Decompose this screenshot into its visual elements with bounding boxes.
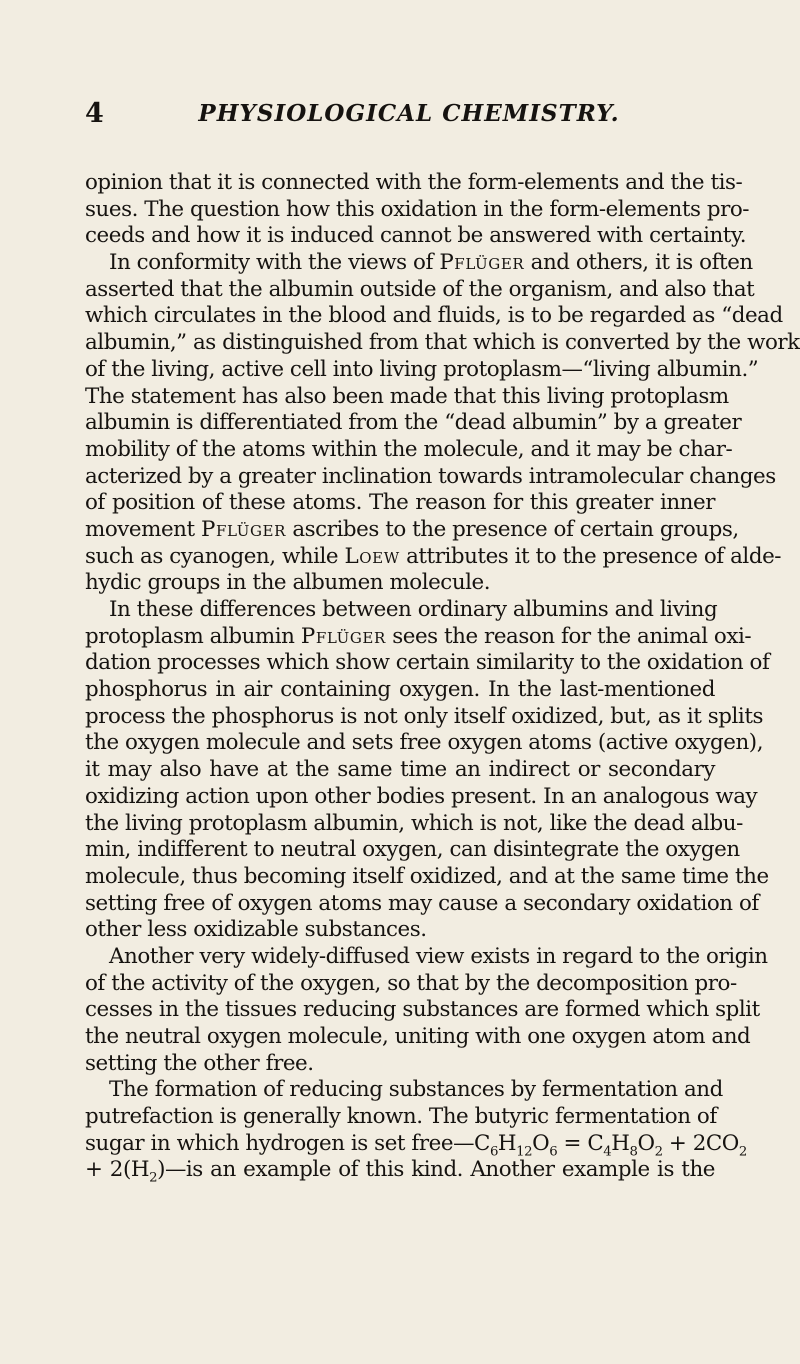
formula-line: + $2(H_2)—is$ an example of this kind. Another example is the xyxy=(85,1157,715,1186)
text-line: In conformity with the views of Pflüger and others, it is often xyxy=(109,250,753,276)
text-line: it may also have at the same time an indirect or secondary xyxy=(85,757,715,783)
text-line: mobility of the atoms within the molecule, and it may be char- xyxy=(85,436,733,462)
text-line: protoplasm albumin Pflüger sees the reason for the animal oxi- xyxy=(85,623,752,649)
text-line: molecule, thus becoming itself oxidized, and at the same time the xyxy=(85,863,769,889)
text-line: hydic groups in the albumen molecule. xyxy=(85,570,491,596)
text-line: setting the other free. xyxy=(85,1050,314,1076)
text-line: Another very widely-diffused view exists in regard to the origin xyxy=(109,943,768,969)
text-line: process the phosphorus is not only itself oxidized, but, as it splits xyxy=(85,703,763,729)
text-line: albumin is differentiated from the “dead albumin” by a greater xyxy=(85,410,742,436)
page-header xyxy=(85,96,715,132)
text-line: phosphorus in air containing oxygen. In the last-mentioned xyxy=(85,677,715,703)
text-line: ceeds and how it is induced cannot be answered with certainty. xyxy=(85,223,747,249)
author-name: Loew xyxy=(344,543,400,569)
text-line: of the living, active cell into living protoplasm—“living albumin.” xyxy=(85,356,759,382)
formula-line: sugar in which hydrogen is set $free—C_6H_{12}O_6 = C_4H_8O_2 + 2CO_2$ xyxy=(85,1130,747,1160)
text-line: albumin,” as distinguished from that which is converted by the work xyxy=(85,330,800,356)
author-name: Pflüger xyxy=(200,516,286,542)
text-line: the living protoplasm albumin, which is not, like the dead albu- xyxy=(85,810,743,836)
text-line: opinion that it is connected with the form-elements and the tis- xyxy=(85,170,743,195)
text-line: of position of these atoms. The reason for this greater inner xyxy=(85,490,715,516)
text-line: acterized by a greater inclination towards intramolecular changes xyxy=(85,463,776,489)
text-line: sues. The question how this oxidation in the form-elements pro- xyxy=(85,196,750,222)
text-line: the oxygen molecule and sets free oxygen atoms (active oxygen), xyxy=(85,730,764,756)
author-name: Pflüger xyxy=(439,250,525,276)
text-line: dation processes which show certain similarity to the oxidation of xyxy=(85,650,770,676)
text-line: oxidizing action upon other bodies present. In an analogous way xyxy=(85,783,758,809)
text-line: In these differences between ordinary albumins and living xyxy=(109,597,718,622)
text-line: The formation of reducing substances by fermentation and xyxy=(109,1077,723,1103)
text-line: The statement has also been made that this living protoplasm xyxy=(85,383,729,409)
text-line: other less oxidizable substances. xyxy=(85,917,427,943)
text-line: setting free of oxygen atoms may cause a secondary oxidation of xyxy=(85,890,759,916)
text-line: the neutral oxygen molecule, uniting with one oxygen atom and xyxy=(85,1024,751,1049)
text-line: which circulates in the blood and fluids, is to be regarded as “dead xyxy=(85,303,783,329)
text-line: such as cyanogen, while Loew attributes it to the presence of alde- xyxy=(85,543,782,569)
text-line: cesses in the tissues reducing substances are formed which split xyxy=(85,997,760,1023)
text-line: min, indifferent to neutral oxygen, can disintegrate the oxygen xyxy=(85,837,740,863)
body-text xyxy=(85,170,800,1186)
text-line: asserted that the albumin outside of the organism, and also that xyxy=(85,276,755,302)
text-line: putrefaction is generally known. The butyric fermentation of xyxy=(85,1104,717,1130)
running-head: PHYSIOLOGICAL CHEMISTRY. xyxy=(198,100,620,127)
text-line: of the activity of the oxygen, so that by the decomposition pro- xyxy=(85,970,737,996)
text-line: movement Pflüger ascribes to the presence of certain groups, xyxy=(85,516,739,542)
page-number: 4 xyxy=(85,98,104,129)
author-name: Pflüger xyxy=(300,623,386,649)
